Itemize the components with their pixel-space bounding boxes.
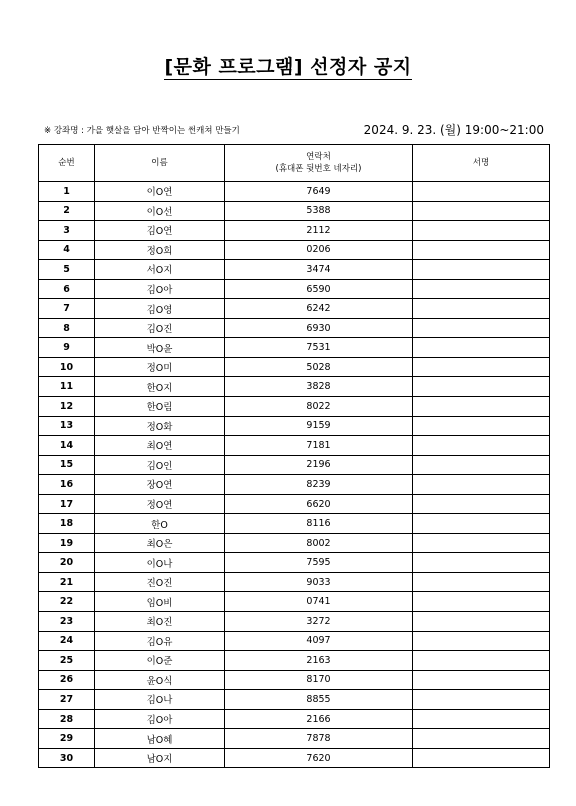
- selection-table: [38, 144, 550, 768]
- header-signature: 서명: [413, 145, 550, 182]
- row-phone: 7620: [225, 748, 413, 768]
- row-number: 7: [39, 299, 95, 319]
- row-name: 한O: [95, 514, 225, 534]
- row-phone: 8170: [225, 670, 413, 690]
- header-name: 이름: [95, 145, 225, 182]
- row-name: 김O아: [95, 709, 225, 729]
- row-number: 6: [39, 279, 95, 299]
- row-signature-cell[interactable]: [413, 612, 550, 632]
- table-row: [39, 651, 550, 671]
- row-number: 12: [39, 397, 95, 417]
- row-name: 이O준: [95, 651, 225, 671]
- row-number: 5: [39, 260, 95, 280]
- row-signature-cell[interactable]: [413, 318, 550, 338]
- table-row: [39, 631, 550, 651]
- table-row: [39, 729, 550, 749]
- row-signature-cell[interactable]: [413, 494, 550, 514]
- row-number: 3: [39, 221, 95, 241]
- row-number: 11: [39, 377, 95, 397]
- row-number: 15: [39, 455, 95, 475]
- header-number: 순번: [39, 145, 95, 182]
- row-number: 22: [39, 592, 95, 612]
- table-row: [39, 201, 550, 221]
- row-phone: 7878: [225, 729, 413, 749]
- row-name: 윤O식: [95, 670, 225, 690]
- table-row: [39, 592, 550, 612]
- row-signature-cell[interactable]: [413, 690, 550, 710]
- row-number: 18: [39, 514, 95, 534]
- row-number: 21: [39, 572, 95, 592]
- row-phone: 2166: [225, 709, 413, 729]
- table-row: [39, 357, 550, 377]
- row-name: 서O지: [95, 260, 225, 280]
- table-row: [39, 475, 550, 495]
- table-row: [39, 670, 550, 690]
- table-row: [39, 494, 550, 514]
- row-name: 김O영: [95, 299, 225, 319]
- table-row: [39, 514, 550, 534]
- table-row: [39, 221, 550, 241]
- row-signature-cell[interactable]: [413, 397, 550, 417]
- row-phone: 2196: [225, 455, 413, 475]
- table-row: [39, 240, 550, 260]
- table-row: [39, 260, 550, 280]
- page-title: [0, 52, 576, 79]
- table-row: [39, 377, 550, 397]
- row-number: 25: [39, 651, 95, 671]
- header-contact-line1: 연락처: [306, 152, 331, 162]
- row-number: 27: [39, 690, 95, 710]
- row-phone: 3474: [225, 260, 413, 280]
- table-row: [39, 533, 550, 553]
- row-phone: 8116: [225, 514, 413, 534]
- row-signature-cell[interactable]: [413, 651, 550, 671]
- row-phone: 5388: [225, 201, 413, 221]
- row-number: 24: [39, 631, 95, 651]
- row-number: 8: [39, 318, 95, 338]
- table-row: [39, 299, 550, 319]
- row-name: 정O연: [95, 494, 225, 514]
- row-phone: 4097: [225, 631, 413, 651]
- row-name: 남O혜: [95, 729, 225, 749]
- row-signature-cell[interactable]: [413, 240, 550, 260]
- row-number: 28: [39, 709, 95, 729]
- row-signature-cell[interactable]: [413, 572, 550, 592]
- row-signature-cell[interactable]: [413, 748, 550, 768]
- row-number: 10: [39, 357, 95, 377]
- table-row: [39, 416, 550, 436]
- row-phone: 7531: [225, 338, 413, 358]
- row-name: 최O진: [95, 612, 225, 632]
- row-phone: 5028: [225, 357, 413, 377]
- table-row: [39, 553, 550, 573]
- table-row: [39, 279, 550, 299]
- row-phone: 6590: [225, 279, 413, 299]
- row-name: 이O선: [95, 201, 225, 221]
- row-signature-cell[interactable]: [413, 553, 550, 573]
- row-signature-cell[interactable]: [413, 709, 550, 729]
- page-title-text: [문화 프로그램] 선정자 공지: [164, 56, 412, 78]
- row-name: 정O화: [95, 416, 225, 436]
- row-phone: 3272: [225, 612, 413, 632]
- row-signature-cell[interactable]: [413, 221, 550, 241]
- row-signature-cell[interactable]: [413, 299, 550, 319]
- header-contact-line2: (휴대폰 뒷번호 네자리): [275, 164, 362, 174]
- row-phone: 7595: [225, 553, 413, 573]
- row-signature-cell[interactable]: [413, 201, 550, 221]
- row-name: 김O나: [95, 690, 225, 710]
- row-signature-cell[interactable]: [413, 631, 550, 651]
- row-signature-cell[interactable]: [413, 436, 550, 456]
- row-phone: 8022: [225, 397, 413, 417]
- row-name: 김O아: [95, 279, 225, 299]
- row-name: 최O은: [95, 533, 225, 553]
- table-row: [39, 572, 550, 592]
- row-phone: 7181: [225, 436, 413, 456]
- row-signature-cell[interactable]: [413, 592, 550, 612]
- table-row: [39, 748, 550, 768]
- table-row: [39, 455, 550, 475]
- row-signature-cell[interactable]: [413, 455, 550, 475]
- row-name: 한O지: [95, 377, 225, 397]
- row-name: 김O연: [95, 221, 225, 241]
- row-phone: 9159: [225, 416, 413, 436]
- table-body: [39, 182, 550, 768]
- table-row: [39, 690, 550, 710]
- row-name: 정O희: [95, 240, 225, 260]
- table-row: [39, 397, 550, 417]
- row-phone: 3828: [225, 377, 413, 397]
- row-phone: 7649: [225, 182, 413, 202]
- row-phone: 2163: [225, 651, 413, 671]
- table-row: [39, 318, 550, 338]
- row-number: 1: [39, 182, 95, 202]
- row-signature-cell[interactable]: [413, 514, 550, 534]
- row-name: 이O연: [95, 182, 225, 202]
- row-number: 13: [39, 416, 95, 436]
- row-number: 29: [39, 729, 95, 749]
- row-name: 이O나: [95, 553, 225, 573]
- row-number: 20: [39, 553, 95, 573]
- table-row: [39, 436, 550, 456]
- row-signature-cell[interactable]: [413, 338, 550, 358]
- row-signature-cell[interactable]: [413, 670, 550, 690]
- row-number: 9: [39, 338, 95, 358]
- row-name: 임O비: [95, 592, 225, 612]
- table-header-row: [39, 145, 550, 182]
- row-number: 2: [39, 201, 95, 221]
- row-phone: 6620: [225, 494, 413, 514]
- row-phone: 8002: [225, 533, 413, 553]
- row-name: 김O진: [95, 318, 225, 338]
- row-name: 정O미: [95, 357, 225, 377]
- row-number: 23: [39, 612, 95, 632]
- row-signature-cell[interactable]: [413, 357, 550, 377]
- row-phone: 0206: [225, 240, 413, 260]
- row-phone: 8239: [225, 475, 413, 495]
- row-phone: 9033: [225, 572, 413, 592]
- course-name: ※ 강좌명 : 가을 햇살을 담아 반짝이는 썬캐쳐 만들기: [44, 126, 240, 136]
- row-number: 26: [39, 670, 95, 690]
- row-name: 김O유: [95, 631, 225, 651]
- row-signature-cell[interactable]: [413, 279, 550, 299]
- table-row: [39, 182, 550, 202]
- row-number: 30: [39, 748, 95, 768]
- row-signature-cell[interactable]: [413, 260, 550, 280]
- table-row: [39, 612, 550, 632]
- row-signature-cell[interactable]: [413, 416, 550, 436]
- row-number: 4: [39, 240, 95, 260]
- row-name: 최O연: [95, 436, 225, 456]
- row-phone: 6930: [225, 318, 413, 338]
- row-phone: 6242: [225, 299, 413, 319]
- row-signature-cell[interactable]: [413, 729, 550, 749]
- row-name: 진O진: [95, 572, 225, 592]
- row-number: 16: [39, 475, 95, 495]
- row-signature-cell[interactable]: [413, 533, 550, 553]
- row-name: 장O연: [95, 475, 225, 495]
- row-number: 19: [39, 533, 95, 553]
- row-name: 박O윤: [95, 338, 225, 358]
- session-datetime: 2024. 9. 23. (월) 19:00~21:00: [363, 123, 544, 137]
- row-signature-cell[interactable]: [413, 182, 550, 202]
- table-row: [39, 338, 550, 358]
- row-name: 남O지: [95, 748, 225, 768]
- row-phone: 2112: [225, 221, 413, 241]
- row-number: 17: [39, 494, 95, 514]
- row-phone: 0741: [225, 592, 413, 612]
- row-name: 김O인: [95, 455, 225, 475]
- row-signature-cell[interactable]: [413, 377, 550, 397]
- row-signature-cell[interactable]: [413, 475, 550, 495]
- row-phone: 8855: [225, 690, 413, 710]
- table-row: [39, 709, 550, 729]
- row-number: 14: [39, 436, 95, 456]
- row-name: 한O림: [95, 397, 225, 417]
- header-contact: [225, 145, 413, 182]
